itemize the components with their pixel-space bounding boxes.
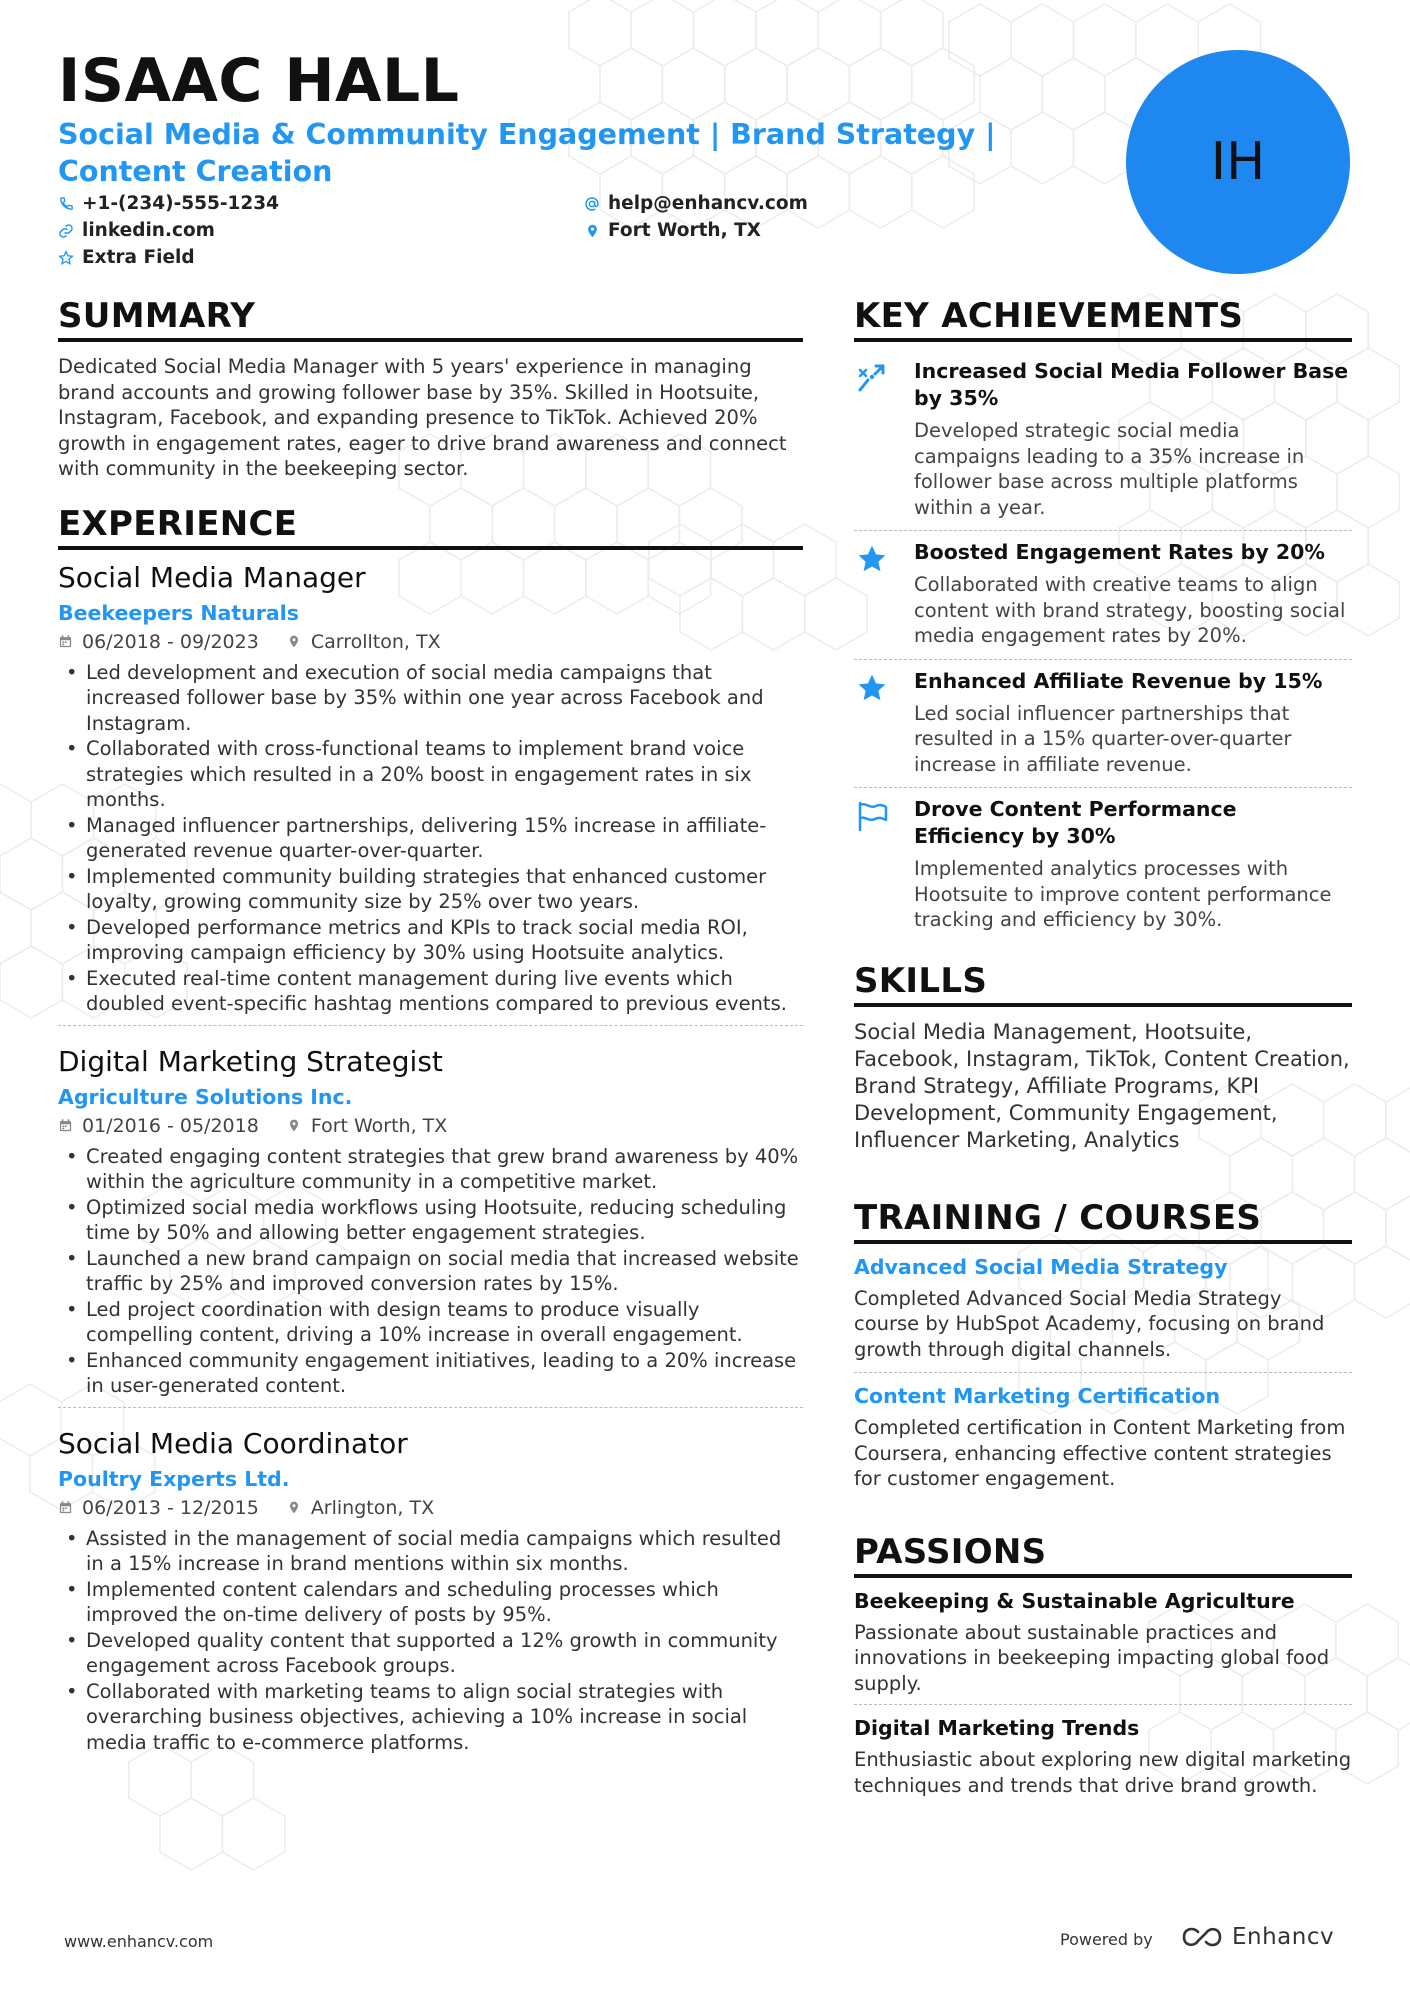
- job-company: Poultry Experts Ltd.: [58, 1466, 290, 1491]
- right-column: [854, 296, 1352, 1806]
- skills-heading: SKILLS: [854, 961, 1352, 1007]
- achievement-desc: Implemented analytics processes with Hootsuite to improve content performance tracking and efficiency by 30%.: [914, 857, 1332, 931]
- location-pin-icon: [287, 1500, 302, 1515]
- job-entry: [58, 560, 803, 1025]
- achievements-section: [854, 296, 1352, 943]
- location-pin-icon: [287, 1118, 302, 1133]
- achievement-desc: Collaborated with creative teams to align content with brand strategy, boosting social media engagement rates by 20%.: [914, 573, 1346, 647]
- job-bullet: • Assisted in the management of social media campaigns which resulted in a 15% increase in brand mentions within six months.: [58, 1526, 803, 1577]
- contact-phone[interactable]: [58, 193, 279, 214]
- training-section: [854, 1198, 1352, 1502]
- experience-heading: EXPERIENCE: [58, 504, 803, 550]
- growth-arrow-icon: [854, 358, 914, 520]
- star-filled-icon: [854, 668, 914, 778]
- job-bullet: • Launched a new brand campaign on social media that increased website traffic by 25% and improved conversion rates by 15%.: [58, 1246, 803, 1297]
- summary-section: [58, 296, 803, 482]
- skills-text: Social Media Management, Hootsuite, Facebook, Instagram, TikTok, Content Creation, Brand Strategy, Affiliate Programs, KPI Development, Community Engagement, Influencer Marketing, Analytics: [854, 1019, 1350, 1152]
- job-location-group: [287, 630, 441, 654]
- job-meta: [58, 630, 803, 654]
- passion-desc: Passionate about sustainable practices and innovations in beekeeping impacting global food supply.: [854, 1620, 1330, 1695]
- star-icon: [58, 250, 74, 266]
- achievement-desc: Developed strategic social media campaigns leading to a 35% increase in follower base across multiple platforms within a year.: [914, 419, 1305, 519]
- avatar: [1126, 50, 1350, 274]
- achievement-title: Increased Social Media Follower Base by 35%: [914, 359, 1349, 410]
- job-bullet: • Enhanced community engagement initiatives, leading to a 20% increase in user-generated content.: [58, 1348, 803, 1399]
- job-location: Carrollton, TX: [310, 630, 441, 653]
- achievement-item: [854, 787, 1352, 943]
- job-title: Digital Marketing Strategist: [58, 1044, 443, 1078]
- calendar-icon: [58, 1500, 73, 1515]
- left-column: [58, 296, 803, 1763]
- achievement-desc: Led social influencer partnerships that resulted in a 15% quarter-over-quarter increase in affiliate revenue.: [914, 701, 1292, 776]
- course-item: [854, 1244, 1352, 1373]
- course-item: [854, 1372, 1352, 1502]
- location-pin-icon: [287, 634, 302, 649]
- course-desc: Completed Advanced Social Media Strategy course by HubSpot Academy, focusing on brand growth through digital channels.: [854, 1286, 1325, 1361]
- job-location-group: [287, 1496, 434, 1520]
- achievement-item: [854, 530, 1352, 659]
- job-dates: 06/2018 - 09/2023: [82, 630, 259, 653]
- job-bullet: • Developed performance metrics and KPIs to track social media ROI, improving campaign efficiency by 30% using Hootsuite analytics.: [58, 915, 803, 966]
- job-bullet: • Led development and execution of social media campaigns that increased follower base by 35% within one year across Facebook and Instagram.: [58, 660, 803, 737]
- passion-desc: Enthusiastic about exploring new digital marketing techniques and trends that drive brand growth.: [854, 1748, 1352, 1797]
- contact-linkedin-text: linkedin.com: [82, 220, 215, 241]
- job-meta: [58, 1496, 803, 1520]
- achievement-item: [854, 659, 1352, 788]
- job-entry: [58, 1025, 803, 1407]
- job-location: Arlington, TX: [310, 1496, 435, 1519]
- job-bullets: [58, 660, 803, 1017]
- star-filled-icon: [854, 539, 914, 649]
- job-bullet: • Implemented community building strategies that enhanced customer loyalty, growing community size by 25% over two years.: [58, 864, 803, 915]
- passion-item: [854, 1578, 1352, 1705]
- job-bullet: • Collaborated with cross-functional teams to implement brand voice strategies which resulted in a 20% boost in engagement rates in six months.: [58, 736, 803, 813]
- contact-email[interactable]: [584, 193, 808, 214]
- calendar-icon: [58, 1118, 73, 1133]
- avatar-initials: IH: [1210, 132, 1266, 192]
- job-bullet: • Implemented content calendars and scheduling processes which improved the on-time delivery of posts by 95%.: [58, 1577, 803, 1628]
- skills-section: [854, 961, 1352, 1154]
- job-title: Social Media Coordinator: [58, 1426, 408, 1460]
- location-pin-icon: [584, 223, 600, 239]
- footer-url[interactable]: www.enhancv.com: [64, 1932, 214, 1951]
- passions-heading: PASSIONS: [854, 1532, 1352, 1578]
- passions-section: [854, 1532, 1352, 1807]
- contact-email-text: help@enhancv.com: [608, 193, 808, 214]
- contact-location: [584, 220, 761, 241]
- enhancv-logo[interactable]: [1180, 1924, 1334, 1950]
- job-bullet: • Executed real-time content management during live events which doubled event-specific hashtag mentions compared to previous events.: [58, 966, 803, 1017]
- summary-heading: SUMMARY: [58, 296, 803, 342]
- contact-location-text: Fort Worth, TX: [608, 220, 761, 241]
- passion-item: [854, 1704, 1352, 1806]
- job-bullet: • Led project coordination with design teams to produce visually compelling content, driving a 10% increase in overall engagement.: [58, 1297, 803, 1348]
- achievement-title: Drove Content Performance Efficiency by 30%: [914, 797, 1237, 848]
- flag-icon: [854, 796, 914, 933]
- passion-title: Digital Marketing Trends: [854, 1716, 1140, 1740]
- phone-icon: [58, 196, 74, 212]
- course-title: Content Marketing Certification: [854, 1384, 1221, 1408]
- job-bullet: • Collaborated with marketing teams to align social strategies with overarching business objectives, achieving a 10% increase in social media traffic to e-commerce platforms.: [58, 1679, 803, 1756]
- at-icon: [584, 196, 600, 212]
- powered-by-label: Powered by: [1060, 1930, 1153, 1949]
- job-location-group: [287, 1114, 447, 1138]
- contact-extra-field: [58, 247, 195, 268]
- calendar-icon: [58, 634, 73, 649]
- job-title: Social Media Manager: [58, 560, 366, 594]
- job-entry: [58, 1407, 803, 1764]
- experience-section: [58, 504, 803, 1764]
- link-icon: [58, 223, 74, 239]
- passion-title: Beekeeping & Sustainable Agriculture: [854, 1588, 1295, 1613]
- job-dates: 06/2013 - 12/2015: [82, 1496, 259, 1519]
- summary-text: Dedicated Social Media Manager with 5 years' experience in managing brand accounts and growing follower base by 35%. Skilled in Hootsuite, Instagram, Facebook, and expanding presence to TikTok. Achieved 20% growth in engagement rates, eager to drive brand awareness and connect with community in the beekeeping sector.: [58, 355, 787, 480]
- course-desc: Completed certification in Content Marketing from Coursera, enhancing effective content strategies for customer engagement.: [854, 1416, 1346, 1490]
- brand-name: Enhancv: [1232, 1924, 1335, 1950]
- job-company: Agriculture Solutions Inc.: [58, 1084, 353, 1109]
- candidate-name: ISAAC HALL: [58, 46, 460, 116]
- achievements-heading: KEY ACHIEVEMENTS: [854, 296, 1352, 342]
- contact-linkedin[interactable]: [58, 220, 215, 241]
- job-bullet: • Managed influencer partnerships, delivering 15% increase in affiliate-generated revenue quarter-over-quarter.: [58, 813, 803, 864]
- achievements-list: [854, 350, 1352, 943]
- job-location: Fort Worth, TX: [310, 1114, 448, 1137]
- job-bullet: • Created engaging content strategies that grew brand awareness by 40% within the agriculture community in a competitive market.: [58, 1144, 803, 1195]
- job-dates: 01/2016 - 05/2018: [82, 1114, 259, 1137]
- candidate-headline: Social Media & Community Engagement | Brand Strategy | Content Creation: [58, 118, 996, 188]
- enhancv-logo-icon: [1180, 1925, 1224, 1949]
- job-bullet: • Developed quality content that supported a 12% growth in community engagement across Facebook groups.: [58, 1628, 803, 1679]
- contact-extra-field-text: Extra Field: [82, 247, 195, 268]
- achievement-item: [854, 350, 1352, 530]
- training-heading: TRAINING / COURSES: [854, 1198, 1352, 1244]
- course-title: Advanced Social Media Strategy: [854, 1254, 1228, 1279]
- job-bullet: • Optimized social media workflows using Hootsuite, reducing scheduling time by 50% and allowing better engagement strategies.: [58, 1195, 803, 1246]
- job-company: Beekeepers Naturals: [58, 600, 299, 625]
- contact-phone-text: +1-(234)-555-1234: [82, 193, 280, 214]
- job-bullets: [58, 1526, 803, 1756]
- achievement-title: Boosted Engagement Rates by 20%: [914, 540, 1325, 564]
- job-bullets: [58, 1144, 803, 1399]
- job-meta: [58, 1114, 803, 1138]
- achievement-title: Enhanced Affiliate Revenue by 15%: [914, 668, 1323, 693]
